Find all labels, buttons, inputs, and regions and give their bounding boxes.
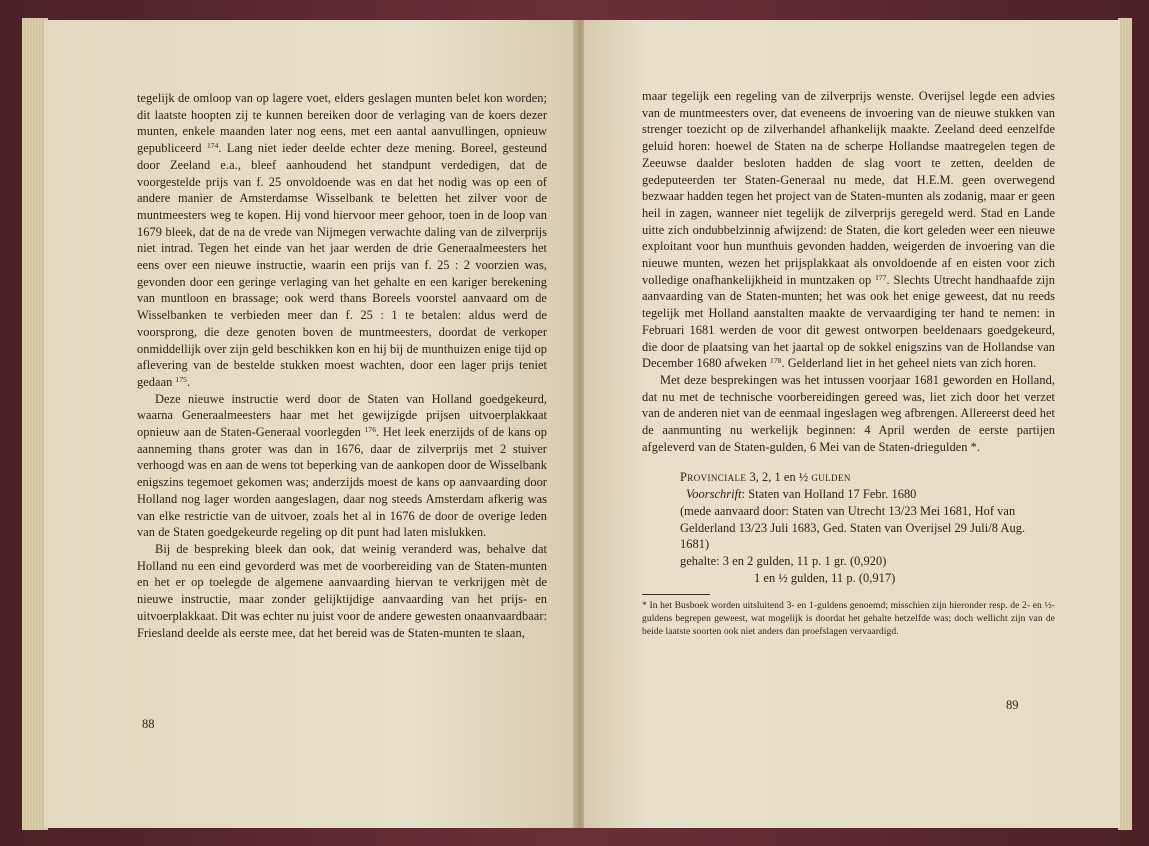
footnote-ref: 174 xyxy=(206,141,219,151)
footnote-rule xyxy=(642,594,710,595)
footnote-ref: 175 xyxy=(175,374,187,384)
page-edges-right xyxy=(1118,18,1132,830)
paragraph: tegelijk de omloop van op lagere voet, elders geslagen munten belet kon worden; dit laatste hoopten zij te kunnen bereiken door de verlaging van de koers dezer munten, enkele maanden later nog eens, met een aantal aanvullingen, opnieuw gepubliceerd $^{174}$. Lang niet ieder deelde echter deze mening. Boreel, gesteund door Zeeland e.a., bleef aanhoudend het standpunt verdedigen, dat de voorgestelde prijs van f. 25 onvoldoende was en dat het nodig was op een of andere manier de Amsterdamse Wisselbank te beletten het zilver voor de muntmeesters weg te kopen. Hij vond hiervoor meer gehoor, toen in de loop van 1679 bleek, dat de na de vrede van Nijmegen verwachte daling van de zilverprijs niet intrad. Tegen het einde van het jaar werden de drie Generaalmeesters het eens over een nieuwe instructie, waarin een prijs van f. 25 : 2 voorzien was, gevonden door een geringe verlaging van het gehalte en een kariger berekening van muntloon en brassage; ook werd thans Boreels voorstel aanvaard om de Wisselbanken te verbieden meer dan f. 25 : 1 te betalen: aldus werd de voorsprong, die deze genoten boven de muntmeesters, doordat de verkoper onmiddellijk over zijn geld beschikken kon en hij bij de munthuizen enige tijd op aflevering van de bestelde stukken moest wachten, door een lager prijs teniet gedaan $^{175}$. xyxy=(137,91,547,389)
coin-entry xyxy=(642,469,1055,586)
footnote: * In het Busboek worden uitsluitend 3- en 1-guldens genoemd; misschien zijn hieronder resp. de 2- en ½-guldens begrepen geweest, wat mogelijk is doordat het gehalte hetzelfde was; doch wellicht zijn van de beide laatste soorten ook niet anders dan proefslagen vervaardigd. xyxy=(642,600,1055,637)
coin-heading: Provinciale 3, 2, 1 en ½ gulden xyxy=(680,470,851,485)
coin-prescript: Voorschrift: Staten van Holland 17 Febr. 1680 xyxy=(686,487,917,502)
paragraph: Met deze besprekingen was het intussen voorjaar 1681 geworden en Holland, dat nu met de technische voorbereidingen gereed was, liet zich door het verzet van de anderen niet van de eenmaal ingeslagen weg afbrengen. Allereerst deed het de aanmunting nu werkelijk beginnen: 4 April werden de eerste partijen afgeleverd van de Staten-gulden, 6 Mei van de Staten-driegulden *. xyxy=(642,372,1055,454)
footnote-ref: 178 xyxy=(770,356,782,366)
page-number: 89 xyxy=(1006,698,1019,712)
coin-accepted: (mede aanvaard door: Staten van Utrecht 13/23 Mei 1681, Hof van Gelderland 13/23 Juli 1683, Ged. Staten van Overijsel 29 Juli/8 Aug. 1681) xyxy=(680,503,1026,552)
right-page xyxy=(584,20,1120,828)
right-page-body xyxy=(642,88,1055,639)
left-page xyxy=(44,20,578,828)
footnote-ref: 176 xyxy=(364,425,377,435)
paragraph: maar tegelijk een regeling van de zilverprijs wenste. Overijsel legde een advies van de muntmeesters over, dat eveneens de invoering van de nieuwe stukken van strenger toezicht op de zilverhandel afhankelijk maakte. Zeeland deed eenzelfde geluid horen: hoewel de Staten na de scherpe Hollandse maatregelen tegen de Zeeuwse daalder besloten hadden de slag voort te zetten, deelden de gedeputeerden ter Staten-Generaal nu mede, dat H.E.M. geen overwegend bezwaar hadden tegen het project van de Staten-munten als zodanig, maar er geen heil in zagen, wanneer niet tegelijk de zilverprijs geregeld werd. Stad en Lande uitte zich ondubbelzinnig afwijzend: de Staten, die kort geleden weer een nieuwe exploitant voor hun munthuis gevonden hadden, weigerden de invoering van die nieuwe munten, wezen het prijsplakkaat als onvoldoende af en eisten voor zich volledige onafhankelijkheid in muntzaken op $^{177}$. Slechts Utrecht handhaafde zijn aanvaarding van de Staten-munten; het was ook het enige geweest, dat nu reeds tegelijk met Holland aanstalten maakte de vervaardiging ter hand te nemen: in Februari 1681 werden de voor dit gewest ontworpen beeldenaars goedgekeurd, die door de plaatsing van het jaartal op de sokkel enigszins van de Hollandse van December 1680 afweken $^{178}$. Gelderland liet in het geheel niets van zich horen. xyxy=(642,89,1055,371)
coin-content: gehalte: 3 en 2 gulden, 11 p. 1 gr. (0,920) xyxy=(680,553,887,568)
coin-content: 1 en ½ gulden, 11 p. (0,917) xyxy=(754,570,896,585)
left-page-body xyxy=(137,90,547,641)
paragraph: Bij de bespreking bleek dan ook, dat weinig veranderd was, behalve dat Holland nu een eind gevorderd was met de voorbereiding van de Staten-munten en het er op toelegde de algemene aanvaarding hiervan te verkrijgen mèt de nieuwe instructie, maar zonder gelijktijdige aanvaarding van het prijs- en uitvoerplakkaat. Dit was echter nu juist voor de andere gewesten onaanvaardbaar: Friesland deelde als eerste mee, dat het bereid was de Staten-munten te slaan, xyxy=(137,541,547,640)
page-number: 88 xyxy=(142,717,155,731)
paragraph: Deze nieuwe instructie werd door de Staten van Holland goedgekeurd, waarna Generaalmeesters haar met het gewijzigde prijsen uitvoerplakkaat opnieuw aan de Staten-Generaal voorlegden $^{176}$. Het leek enerzijds of de kans op aanneming thans groter was dan in 1676, daar de zilverprijs met 2 stuiver verhoogd was en aan de wens tot beperking van de aankopen door de Wisselbank enigszins tegemoet gekomen was; anderzijds moest de kans op aanvaarding door Holland nog lager worden aangeslagen, daar nog steeds Amsterdam afkerig was van elke restrictie van de uitvoer, zoals het al in 1676 de door de overige leden van de Staten goedgekeurde regeling op dit punt had laten mislukken. xyxy=(137,391,547,540)
footnote-ref: 177 xyxy=(875,272,887,282)
